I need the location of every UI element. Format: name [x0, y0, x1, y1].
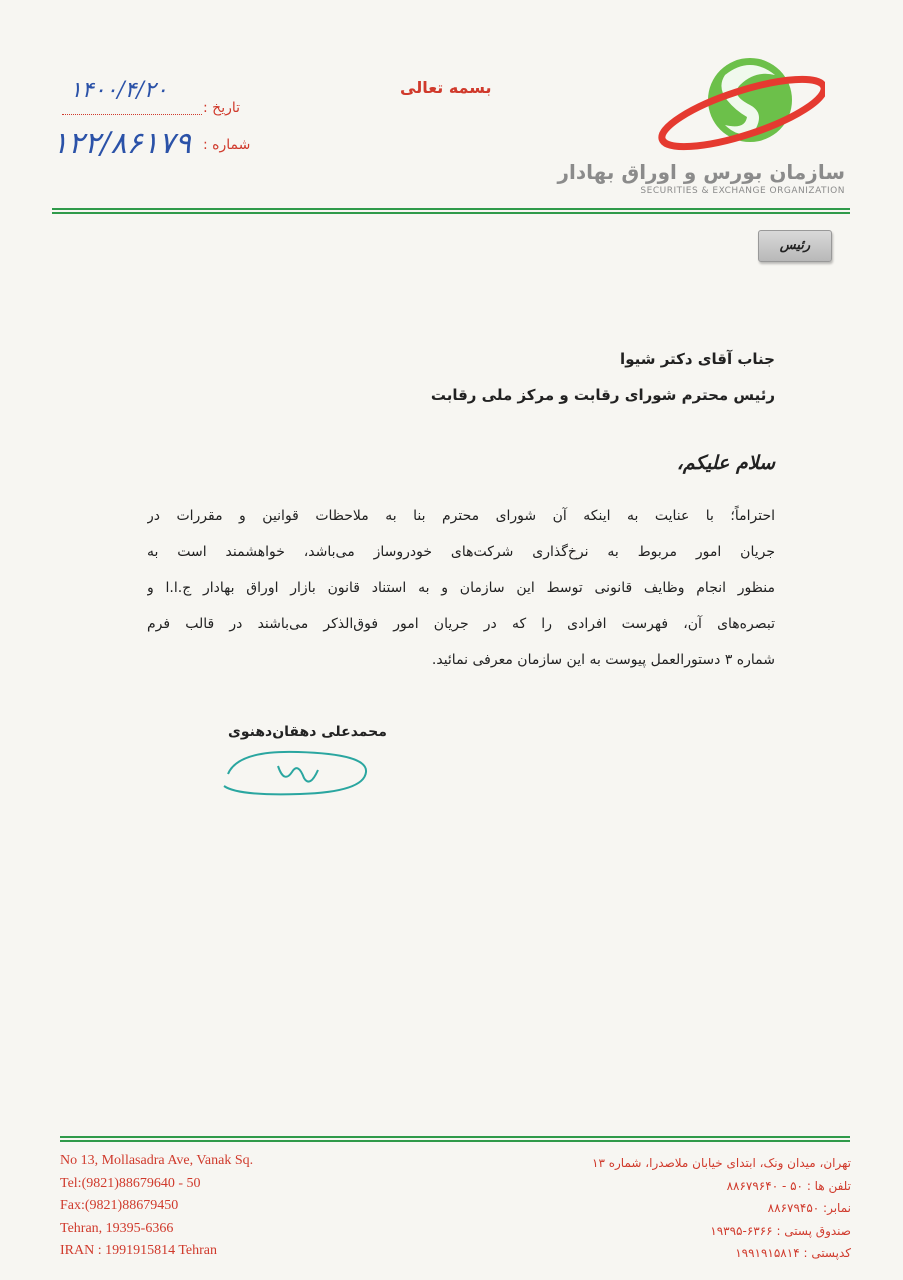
letter-body	[147, 498, 775, 678]
org-name-fa: سازمان بورس و اوراق بهادار	[557, 160, 845, 184]
header-divider	[52, 208, 850, 214]
recipient-name: جناب آقای دکتر شیوا	[620, 350, 775, 368]
footer-fa-line: صندوق پستی : ۶۳۶۶-۱۹۳۹۵	[710, 1223, 851, 1238]
number-label: شماره :	[203, 137, 251, 153]
signature	[218, 736, 378, 800]
footer-address-en	[60, 1150, 253, 1263]
sec-logo	[655, 45, 825, 165]
body-line: احتراماً؛ با عنایت به اینکه آن شورای محترم بنا به ملاحظات قوانین و مقررات در	[147, 508, 775, 524]
body-line: تبصره‌های آن، فهرست افرادی را که در جریان امور فوق‌الذکر می‌باشند در قالب فرم	[147, 616, 775, 632]
greeting: سلام علیکم،	[676, 452, 775, 474]
body-line: شماره ۳ دستورالعمل پیوست به این سازمان معرفی نمائید.	[431, 652, 775, 668]
footer-fa-line: تهران، میدان ونک، ابتدای خیابان ملاصدرا، شماره ۱۳	[592, 1156, 851, 1170]
handwritten-date: ۱۴۰۰/۴/۲۰	[70, 78, 168, 103]
body-line: منظور انجام وظایف قانونی توسط این سازمان و به استناد قانون بازار اوراق بهادار ج.ا.ا و	[147, 580, 775, 596]
footer-en-line: Tel:(9821)88679640 - 50	[60, 1175, 201, 1191]
org-name-en: SECURITIES & EXCHANGE ORGANIZATION	[640, 186, 845, 196]
handwritten-number: ۱۲۲/۸۶۱۷۹	[52, 126, 192, 161]
footer-en-line: No 13, Mollasadra Ave, Vanak Sq.	[60, 1153, 254, 1168]
date-label: تاریخ :	[203, 100, 241, 116]
body-line: جریان امور مربوط به نرخ‌گذاری شرکت‌های خودروساز می‌باشد، خواهشمند است به	[147, 544, 775, 560]
footer-fa-line: نمابر: ۸۸۶۷۹۴۵۰	[767, 1201, 851, 1215]
footer-en-line: Fax:(9821)88679450	[60, 1198, 179, 1213]
signer-name: محمدعلی دهقان‌دهنوی	[228, 724, 387, 740]
footer-address-fa	[592, 1152, 851, 1265]
recipient-title: رئیس محترم شورای رقابت و مرکز ملی رقابت	[430, 386, 775, 404]
footer-en-line: IRAN : 1991915814 Tehran	[60, 1243, 218, 1258]
president-stamp: رئیس	[758, 230, 832, 262]
footer-en-line: Tehran, 19395-6366	[60, 1220, 174, 1236]
basmala: بسمه تعالی	[400, 78, 492, 97]
footer-divider	[60, 1136, 850, 1142]
date-dotted-line	[62, 114, 202, 115]
footer-fa-line: کدپستی : ۱۹۹۱۹۱۵۸۱۴	[735, 1246, 851, 1260]
footer-fa-line: تلفن ها : ۵۰ - ۸۸۶۷۹۶۴۰	[726, 1178, 851, 1193]
